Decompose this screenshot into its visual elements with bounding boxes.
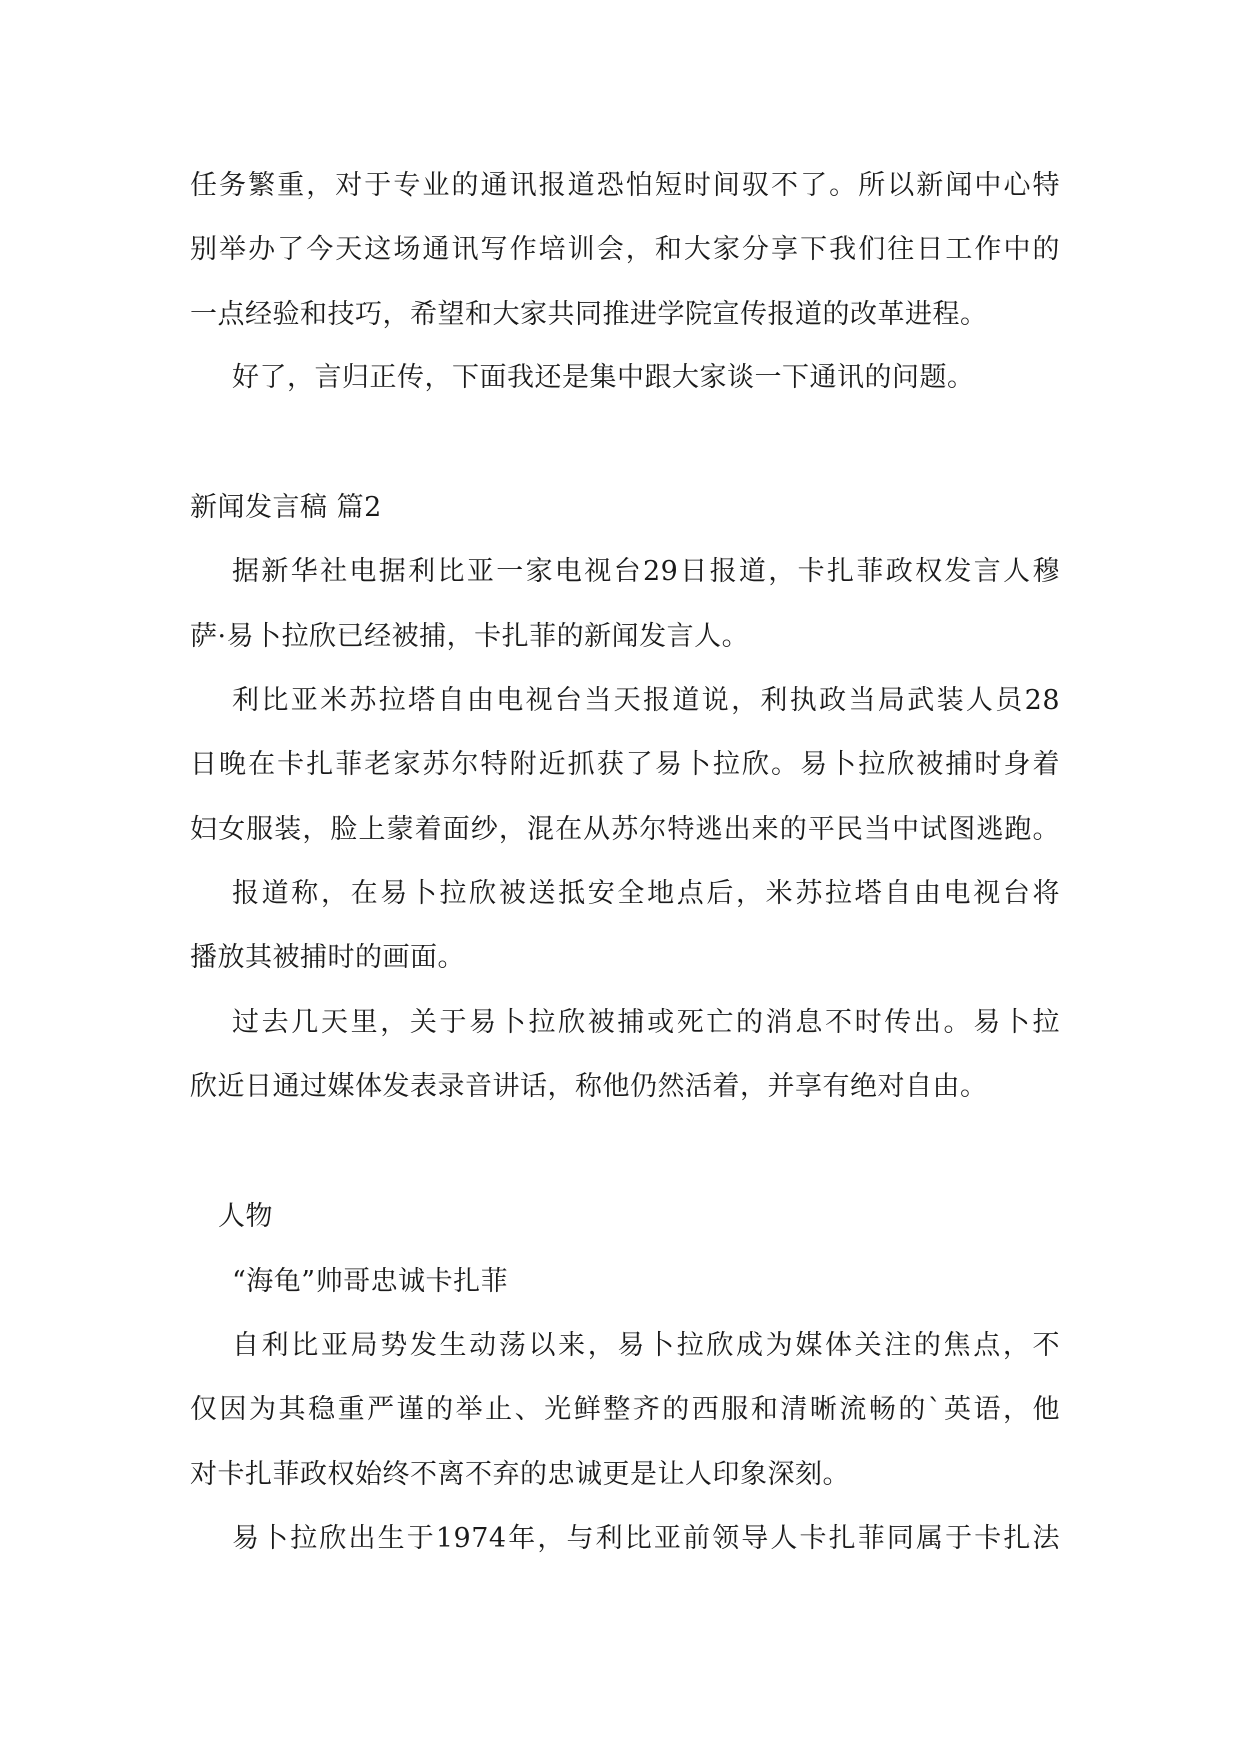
- section-line-5: 妇女服装，脸上蒙着面纱，混在从苏尔特逃出来的平民当中试图逃跑。: [190, 814, 1060, 845]
- section-line-6: 报道称，在易卜拉欣被送抵安全地点后，米苏拉塔自由电视台将: [232, 878, 1060, 909]
- section-line-2: 萨·易卜拉欣已经被捕，卡扎菲的新闻发言人。: [190, 621, 750, 652]
- intro-line-3: 一点经验和技巧，希望和大家共同推进学院宣传报道的改革进程。: [190, 299, 988, 330]
- profile-line-3: 对卡扎菲政权始终不离不弃的忠诚更是让人印象深刻。: [190, 1459, 850, 1490]
- section-heading: 新闻发言稿 篇2: [190, 492, 382, 523]
- section-line-9: 欣近日通过媒体发表录音讲话，称他仍然活着，并享有绝对自由。: [190, 1071, 988, 1102]
- intro-line-1: 任务繁重，对于专业的通讯报道恐怕短时间驭不了。所以新闻中心特: [190, 170, 1060, 201]
- profile-line-1: 自利比亚局势发生动荡以来，易卜拉欣成为媒体关注的焦点，不: [232, 1330, 1060, 1361]
- section-line-3: 利比亚米苏拉塔自由电视台当天报道说，利执政当局武装人员28: [232, 685, 1060, 716]
- profile-label: 人物: [218, 1201, 273, 1232]
- section-line-8: 过去几天里，关于易卜拉欣被捕或死亡的消息不时传出。易卜拉: [232, 1007, 1060, 1038]
- section-line-7: 播放其被捕时的画面。: [190, 942, 465, 973]
- intro-line-2: 别举办了今天这场通讯写作培训会，和大家分享下我们往日工作中的: [190, 234, 1060, 265]
- intro-line-4: 好了，言归正传，下面我还是集中跟大家谈一下通讯的问题。: [232, 362, 975, 393]
- section-line-4: 日晚在卡扎菲老家苏尔特附近抓获了易卜拉欣。易卜拉欣被捕时身着: [190, 749, 1060, 780]
- profile-title: “海龟”帅哥忠诚卡扎菲: [232, 1266, 509, 1297]
- profile-line-4: 易卜拉欣出生于1974年，与利比亚前领导人卡扎菲同属于卡扎法: [232, 1523, 1060, 1554]
- profile-line-2: 仅因为其稳重严谨的举止、光鲜整齐的西服和清晰流畅的`英语，他: [190, 1394, 1060, 1425]
- section-line-1: 据新华社电据利比亚一家电视台29日报道，卡扎菲政权发言人穆: [232, 556, 1060, 587]
